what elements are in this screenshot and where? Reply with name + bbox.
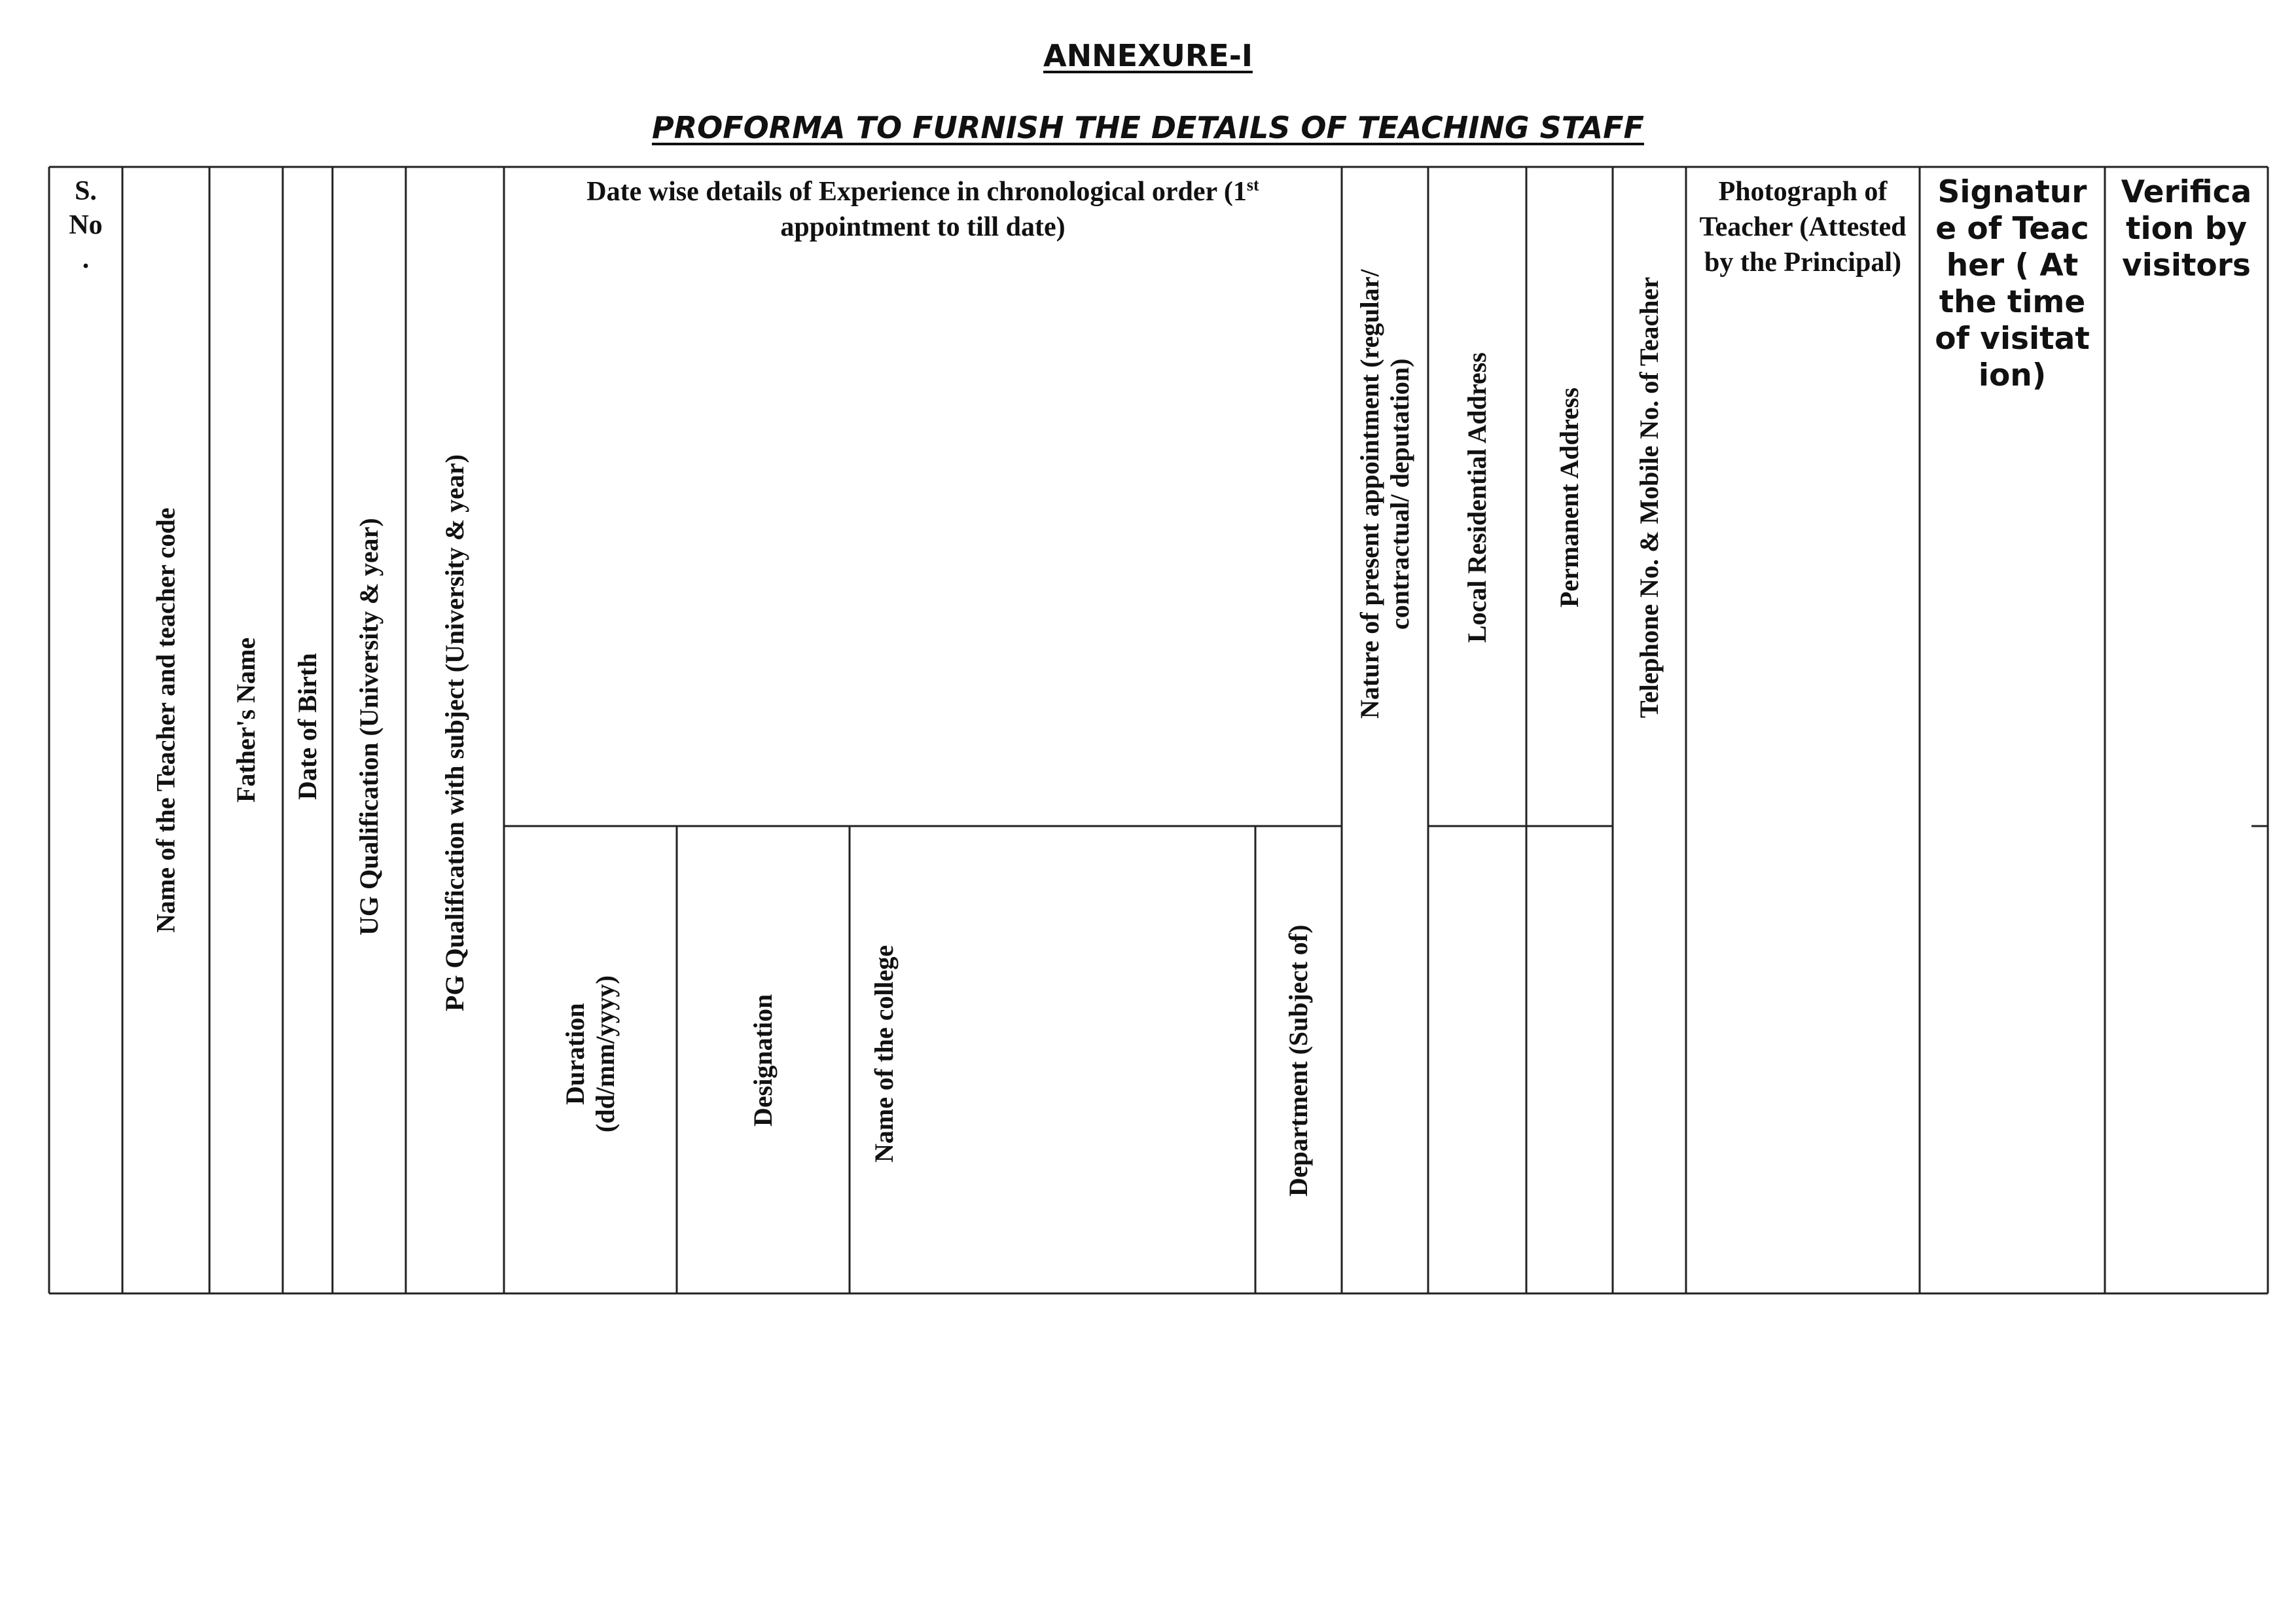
header-verification-text: Verification by visitors	[2121, 174, 2252, 283]
header-ug-qualification: UG Qualification (University & year)	[354, 518, 384, 935]
header-serial-number-text: S. No .	[69, 176, 103, 274]
header-serial-number	[51, 169, 120, 300]
header-local-address: Local Residential Address	[1462, 352, 1492, 643]
page-subtitle: PROFORMA TO FURNISH THE DETAILS OF TEACHING STAFF	[652, 110, 1644, 145]
header-nature-of-appointment: Nature of present appointment (regular/ contractual/ deputation)	[1355, 269, 1414, 719]
page-title: ANNEXURE-I	[1043, 38, 1253, 73]
header-pg-qualification: PG Qualification with subject (University & year)	[440, 454, 469, 1012]
header-telephone: Telephone No. & Mobile No. of Teacher	[1634, 276, 1664, 719]
header-signature	[1922, 169, 2103, 444]
header-department: Department (Subject of)	[1283, 924, 1313, 1197]
header-date-of-birth: Date of Birth	[293, 653, 322, 801]
header-experience-text-2: appointment to till date)	[780, 212, 1066, 242]
header-signature-text: Signature of Teacher ( At the time of visitation)	[1935, 174, 2090, 393]
header-permanent-address: Permanent Address	[1554, 388, 1584, 607]
header-college-name: Name of the college	[869, 945, 899, 1163]
header-fathers-name: Father's Name	[231, 637, 260, 803]
header-designation: Designation	[748, 994, 778, 1127]
header-photograph-text: Photograph of Teacher (Attested by the Principal)	[1699, 177, 1907, 278]
header-photograph	[1688, 169, 1918, 326]
header-verification	[2107, 169, 2266, 300]
header-teacher-name-code: Name of the Teacher and teacher code	[151, 507, 181, 933]
header-duration: Duration (dd/mm/yyyy)	[560, 975, 620, 1132]
header-experience	[511, 169, 1335, 254]
header-experience-text: Date wise details of Experience in chronological order (1	[586, 177, 1247, 207]
header-experience-sup: st	[1246, 175, 1259, 194]
